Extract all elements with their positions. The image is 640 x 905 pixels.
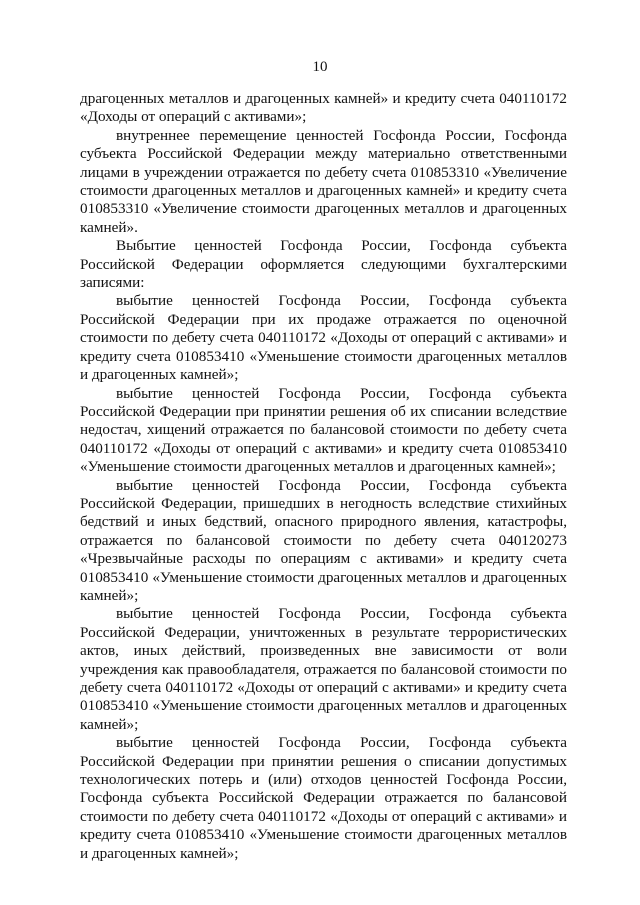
paragraph-disposal-terrorism: выбытие ценностей Госфонда России, Госфонда субъекта Российской Федерации, уничтоженных в результате террористических актов, иных действий, произведенных вне зависимости от воли учреждения как правообладателя, отражается по балансовой стоимости по дебету счета 040110172 «Доходы от операций с активами» и кредиту счета 010853410 «Уменьшение стоимости драгоценных металлов и драгоценных камней»; xyxy=(80,605,567,733)
document-body xyxy=(80,90,567,863)
paragraph-disposal-losses: выбытие ценностей Госфонда России, Госфонда субъекта Российской Федерации при принятии решения о списании допустимых технологических потерь и (или) отходов ценностей Госфонда России, Госфонда субъекта Российской Федерации отражается по балансовой стоимости по дебету счета 040110172 «Доходы от операций с активами» и кредиту счета 010853410 «Уменьшение стоимости драгоценных металлов и драгоценных камней»; xyxy=(80,734,567,862)
paragraph-disposal-shortage: выбытие ценностей Госфонда России, Госфонда субъекта Российской Федерации при принятии решения об их списании вследствие недостач, хищений отражается по балансовой стоимости по дебету счета 040110172 «Доходы от операций с активами» и кредиту счета 010853410 «Уменьшение стоимости драгоценных металлов и драгоценных камней»; xyxy=(80,384,567,476)
paragraph-disposal-intro: Выбытие ценностей Госфонда России, Госфонда субъекта Российской Федерации оформляется следующими бухгалтерскими записями: xyxy=(80,237,567,292)
paragraph-continuation: драгоценных металлов и драгоценных камней» и кредиту счета 040110172 «Доходы от операций с активами»; xyxy=(80,90,567,126)
paragraph-internal-transfer: внутреннее перемещение ценностей Госфонда России, Госфонда субъекта Российской Федерации между материально ответственными лицами в учреждении отражается по дебету счета 010853310 «Увеличение стоимости драгоценных металлов и драгоценных камней» и кредиту счета 010853310 «Увеличение стоимости драгоценных металлов и драгоценных камней». xyxy=(80,126,567,236)
page-number: 10 xyxy=(312,59,328,75)
paragraph-disposal-sale: выбытие ценностей Госфонда России, Госфонда субъекта Российской Федерации при их продаже отражается по оценочной стоимости по дебету счета 040110172 «Доходы от операций с активами» и кредиту счета 010853410 «Уменьшение стоимости драгоценных металлов и драгоценных камней»; xyxy=(80,292,567,384)
paragraph-disposal-disaster: выбытие ценностей Госфонда России, Госфонда субъекта Российской Федерации, пришедших в негодность вследствие стихийных бедствий и иных бедствий, опасного природного явления, катастрофы, отражается по балансовой стоимости по дебету счета 040120273 «Чрезвычайные расходы по операциям с активами» и кредиту счета 010853410 «Уменьшение стоимости драгоценных металлов и драгоценных камней»; xyxy=(80,476,567,604)
